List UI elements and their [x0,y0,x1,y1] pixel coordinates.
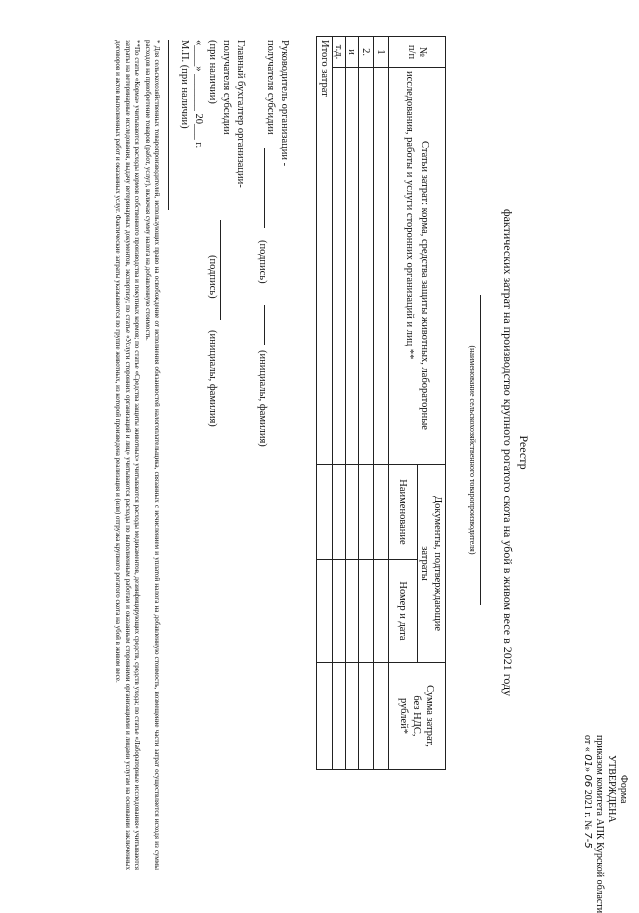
order-line: приказом комитета АПК Курской области [594,735,605,913]
col-header-doc-number-date: Номер и дата [389,560,418,663]
form-label: Форма [618,775,629,804]
table-row: и [346,37,359,770]
table-row: 2. [359,37,374,770]
producer-name-line [480,295,481,605]
col-header-doc-name: Наименование [389,465,418,560]
footnote-1: * Для сельскохозяйственных товаропроизводителей, использующих право на освобождение от исполнения обязанностей налогоплательщика, связанных с исчислением и уплатой налога на добавленную стоимость, возмещение части затрат осуществляется исходя из суммы расходов на приобретение товаров (работ, услуг), включая сумму налога на добавленную стоимость. [143,40,161,870]
head-signature-block: Руководитель организации - получателя субсидии [265,40,290,167]
handwritten-number: 7-5 [582,832,593,849]
order-date-line: от « 01» 06 2021 г. № 7-5 [582,735,593,849]
table-total-row: Итого затрат [317,37,333,770]
col-header-sum: Сумма затрат, без НДС, рублей* [389,663,446,770]
handwritten-day: 01 [582,754,593,767]
register-table [316,36,446,770]
table-row: т.д. [333,37,346,770]
approval-block [581,735,629,913]
col-header-expense-items: Статьи затрат: корма, средства защиты животных, лабораторные исследования, работы и услуги сторонних организаций и лиц ** [389,68,446,465]
footnote-2: **По статье «Корма» учитываются расходы кормов собственного производства и покупных кормов; по статье «Средства защиты животных» учитываются расходы медикаментов, дезинфицирующих средств, средств ухода; по статье «Лабораторные исследования» учитываются затраты на ветеринарные исследования, выдачу ветеринарных документов, экспертизу; по статье «Услуги сторонних организаций и лиц» учитываются расходы по выполненным работам и оказанным сторонними организациями и лицами услугам на основании заключенных договоров и актов выполненных работ и оказанных услуг. Фактические затраты указываются по группе животных, из которой произведена реализация и (или) отгрузка крупного рогатого скота на убой в живом весе. [114,40,141,870]
document-title: Реестр [517,435,531,470]
stamp-place: М.П. (при наличии) [179,40,190,129]
date-line: «____» _______ 20___ г. [193,40,204,149]
approved-label: УТВЕРЖДЕНА [606,755,617,823]
producer-name-hint: (наименование сельскохозяйственного товаропроизводителя) [468,345,477,555]
table-row: 1 [374,37,389,770]
head-name-hint: (инициалы, фамилия) [257,350,268,447]
col-header-number: № п/п [389,37,446,68]
head-signature-hint: (подпись) [257,240,268,284]
accountant-signature-hint: (подпись) [207,255,218,299]
accountant-signature-block: Главный бухгалтер организации- получателя субсидии (при наличии) [207,40,246,188]
document-subtitle: фактических затрат на производство крупного рогатого скота на убой в живом весе в 2021 году [501,208,515,697]
col-header-documents: Документы, подтверждающие затраты [418,465,446,663]
handwritten-month: 06 [582,774,593,788]
accountant-name-hint: (инициалы, фамилия) [207,330,218,427]
